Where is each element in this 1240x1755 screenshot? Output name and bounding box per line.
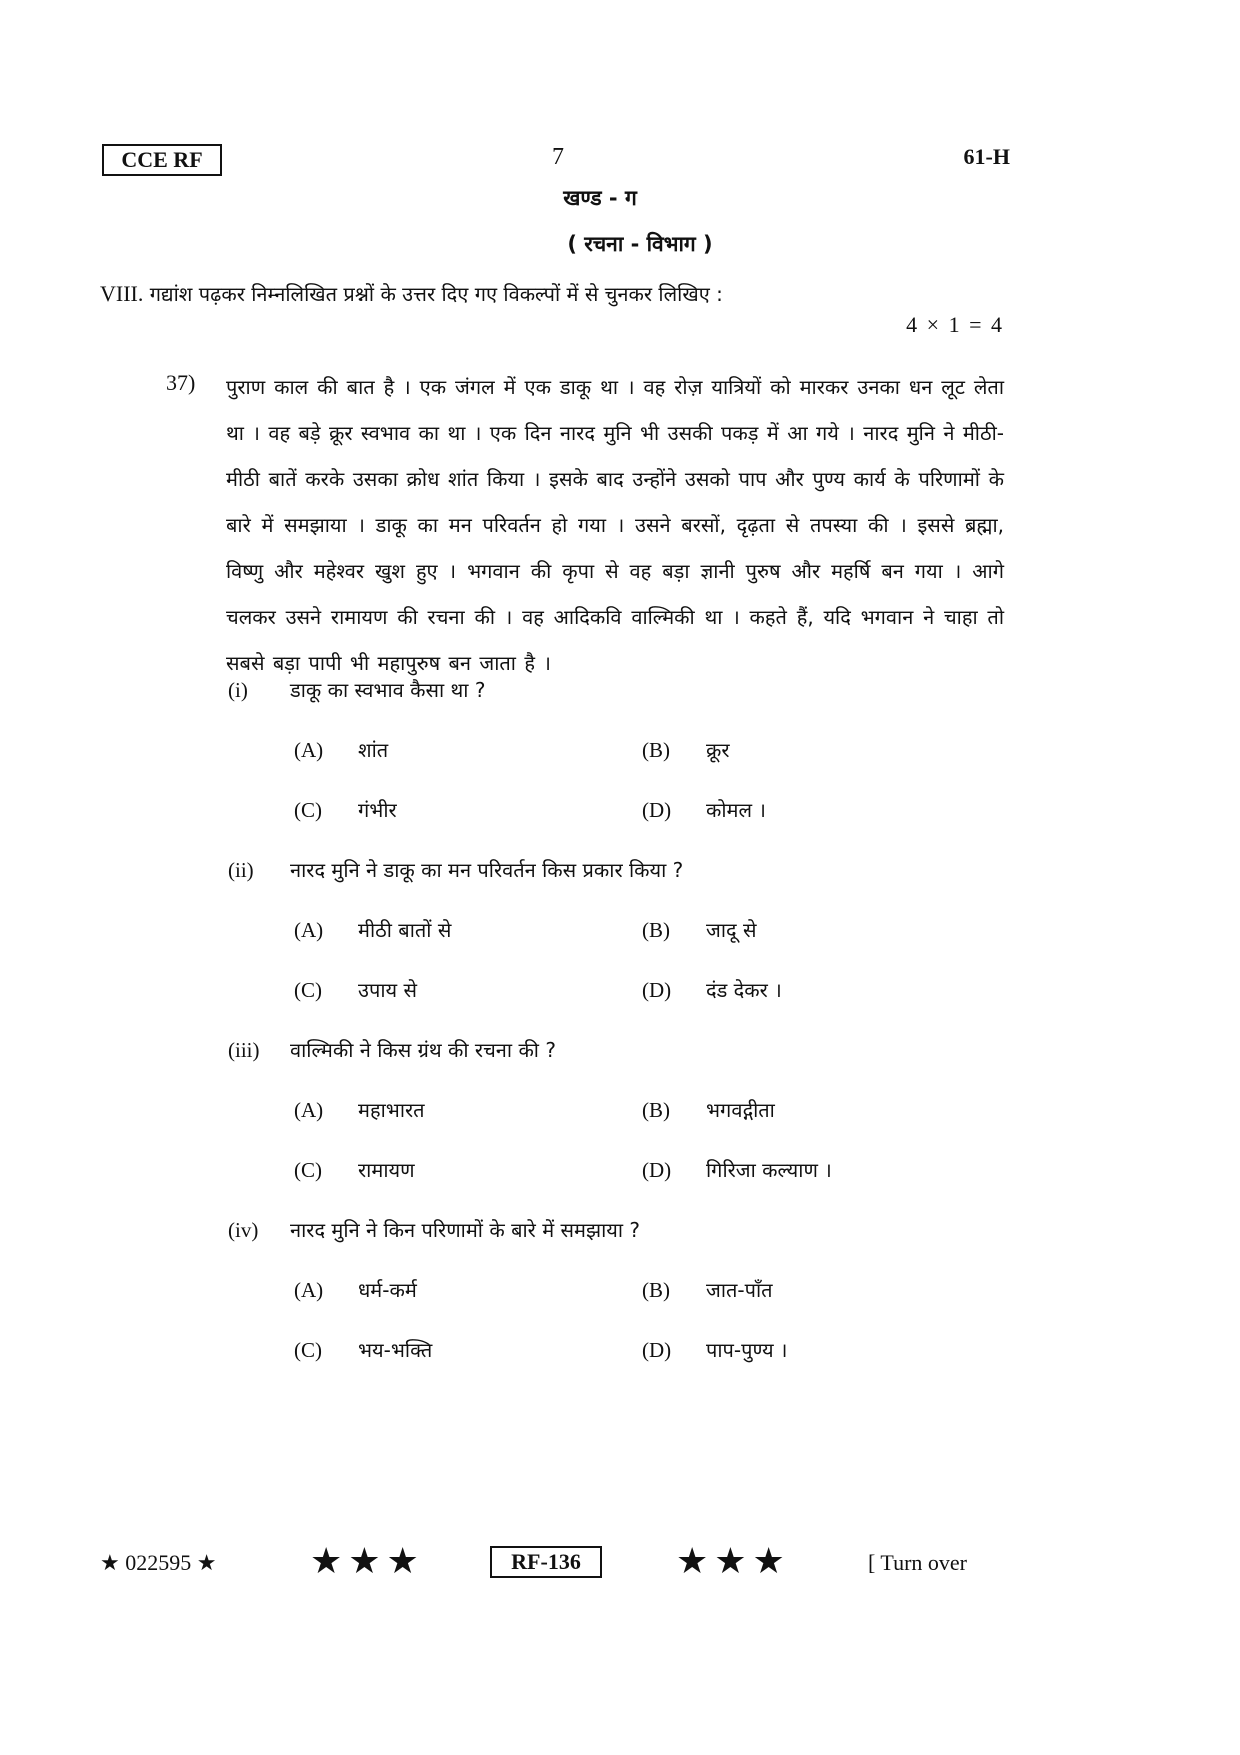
instruction <box>100 280 1000 307</box>
footer-stars-right: ★★★ <box>676 1541 791 1581</box>
option-label: (D) <box>642 1338 672 1362</box>
option-b <box>642 736 730 763</box>
footer-serial: ★ 022595 ★ <box>100 1550 217 1575</box>
option-text: शांत <box>358 738 389 762</box>
option-d <box>642 1156 832 1183</box>
option-a <box>294 1276 417 1303</box>
question-number: 37) <box>166 370 196 395</box>
subquestion <box>228 676 1008 703</box>
option-text: दंड देकर । <box>706 978 782 1002</box>
option-text: जात-पाँत <box>706 1278 773 1302</box>
option-text: गिरिजा कल्याण । <box>706 1158 832 1182</box>
option-text: उपाय से <box>358 978 417 1002</box>
subquestion-text: नारद मुनि ने डाकू का मन परिवर्तन किस प्रकार किया ? <box>290 858 684 882</box>
subquestion <box>228 1216 1008 1243</box>
footer-stars-left: ★★★ <box>310 1541 425 1581</box>
footer-code-box: RF-136 <box>490 1546 602 1578</box>
option-c <box>294 796 397 823</box>
option-c <box>294 976 417 1003</box>
option-d <box>642 796 766 823</box>
subquestion-text: नारद मुनि ने किन परिणामों के बारे में समझाया ? <box>290 1218 641 1242</box>
option-a <box>294 736 388 763</box>
option-text: महाभारत <box>358 1098 425 1122</box>
option-text: रामायण <box>358 1158 415 1182</box>
option-label: (C) <box>294 798 322 822</box>
option-text: जादू से <box>706 918 757 942</box>
turn-over-note: [ Turn over <box>868 1550 968 1575</box>
option-label: (B) <box>642 1278 670 1302</box>
option-label: (D) <box>642 798 672 822</box>
instruction-number: VIII. <box>100 281 144 306</box>
option-b <box>642 1096 775 1123</box>
option-c <box>294 1156 415 1183</box>
option-d <box>642 976 782 1003</box>
option-label: (C) <box>294 978 322 1002</box>
option-label: (A) <box>294 918 324 942</box>
subquestion-text: वाल्मिकी ने किस ग्रंथ की रचना की ? <box>290 1038 556 1062</box>
page-number: 7 <box>552 144 564 170</box>
option-b <box>642 916 757 943</box>
paper-code: 61-H <box>963 144 1010 169</box>
option-text: धर्म-कर्म <box>358 1278 417 1302</box>
subquestion <box>228 856 1008 883</box>
option-a <box>294 916 451 943</box>
subquestion-label: (iii) <box>228 1038 260 1062</box>
subquestion-label: (i) <box>228 678 248 702</box>
option-label: (C) <box>294 1158 322 1182</box>
subquestion-text: डाकू का स्वभाव कैसा था ? <box>290 678 486 702</box>
option-label: (B) <box>642 738 670 762</box>
section-title: खण्ड - ग <box>563 186 637 210</box>
section-subtitle: ( रचना - विभाग ) <box>567 232 713 256</box>
option-text: पाप-पुण्य । <box>706 1338 788 1362</box>
instruction-text: गद्यांश पढ़कर निम्नलिखित प्रश्नों के उत्तर दिए गए विकल्पों में से चुनकर लिखिए : <box>149 282 723 306</box>
option-label: (B) <box>642 918 670 942</box>
option-text: कोमल । <box>706 798 766 822</box>
option-text: भय-भक्ति <box>358 1338 433 1362</box>
option-text: मीठी बातों से <box>358 918 452 942</box>
option-b <box>642 1276 773 1303</box>
option-label: (D) <box>642 978 672 1002</box>
option-text: भगवद्गीता <box>706 1098 775 1122</box>
marks-allocation: 4 × 1 = 4 <box>906 312 1002 337</box>
option-label: (A) <box>294 1278 324 1302</box>
option-text: क्रूर <box>706 738 730 762</box>
subquestion-label: (iv) <box>228 1218 259 1242</box>
option-label: (D) <box>642 1158 672 1182</box>
option-c <box>294 1336 432 1363</box>
option-text: गंभीर <box>358 798 397 822</box>
header-code-box: CCE RF <box>102 144 222 176</box>
option-a <box>294 1096 425 1123</box>
option-d <box>642 1336 788 1363</box>
subquestion-label: (ii) <box>228 858 254 882</box>
option-label: (A) <box>294 738 324 762</box>
subquestion <box>228 1036 1008 1063</box>
option-label: (A) <box>294 1098 324 1122</box>
option-label: (C) <box>294 1338 322 1362</box>
option-label: (B) <box>642 1098 670 1122</box>
passage: पुराण काल की बात है । एक जंगल में एक डाकू था । वह रोज़ यात्रियों को मारकर उनका धन लूट लेता था । वह बड़े क्रूर स्वभाव का था । एक दिन नारद मुनि भी उसकी पकड़ में आ गये । नारद मुनि ने मीठी-मीठी बातें करके उसका क्रोध शांत किया । इसके बाद उन्होंने उसको पाप और पुण्य कार्य के परिणामों के बारे में समझाया । डाकू का मन परिवर्तन हो गया । उसने बरसों, दृढ़ता से तपस्या की । इससे ब्रह्मा, विष्णु और महेश्वर खुश हुए । भगवान की कृपा से वह बड़ा ज्ञानी पुरुष और महर्षि बन गया । आगे चलकर उसने रामायण की रचना की । वह आदिकवि वाल्मिकी था । कहते हैं, यदि भगवान ने चाहा तो सबसे बड़ा पापी भी महापुरुष बन जाता है । <box>226 375 1004 675</box>
